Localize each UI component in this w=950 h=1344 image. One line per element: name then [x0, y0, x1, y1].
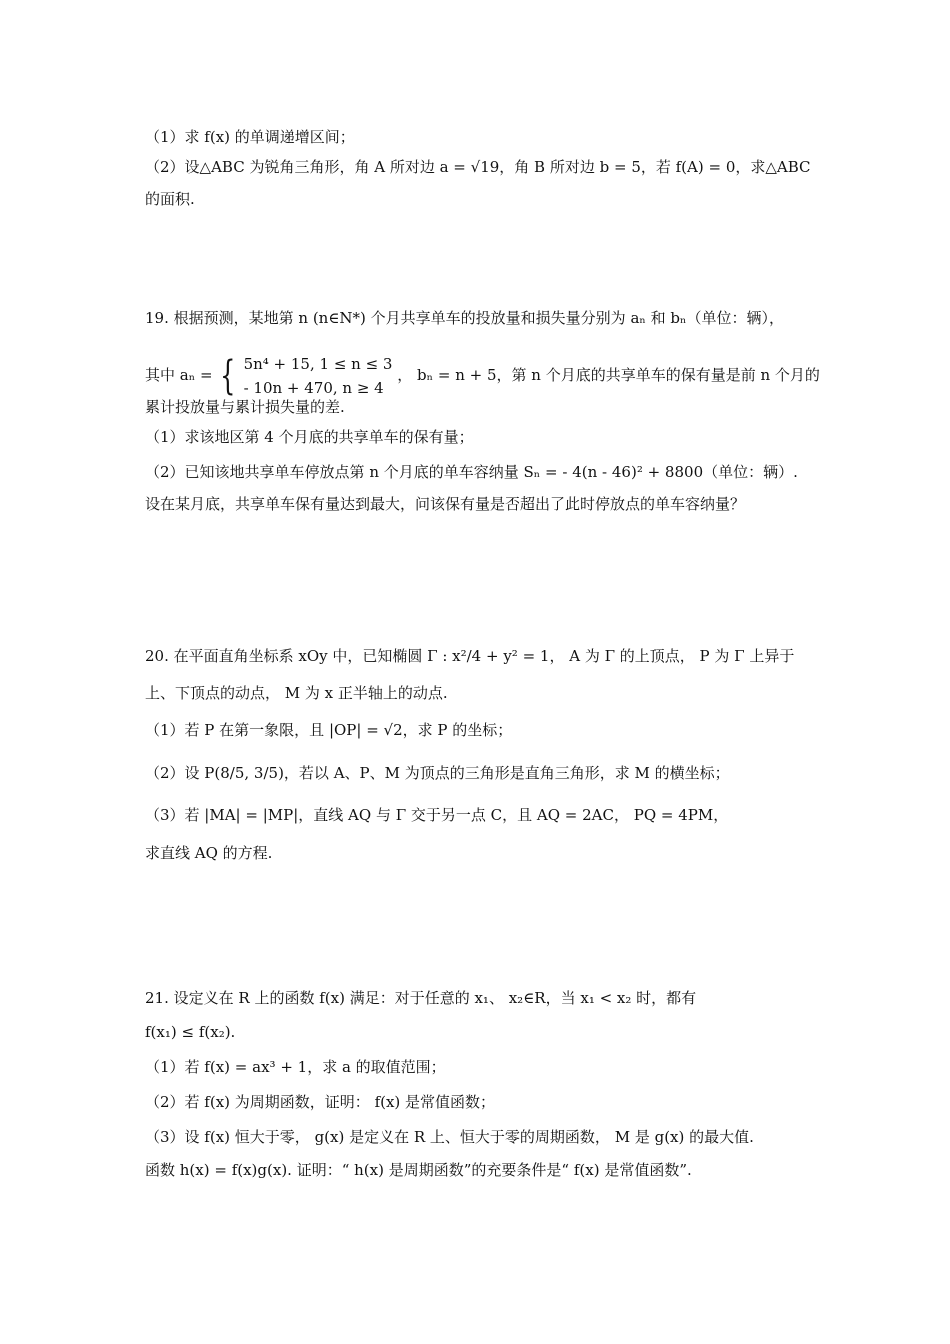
piecewise-case-2: - 10n + 470, n ≥ 4: [243, 379, 384, 397]
q19-line2-suffix: ， bₙ = n + 5，第 n 个月底的共享单车的保有量是前 n 个月的: [397, 366, 820, 384]
q19-part1: （1）求该地区第 4 个月底的共享单车的保有量；: [145, 428, 474, 446]
q20-line2: 上、下顶点的动点， M 为 x 正半轴上的动点.: [145, 684, 448, 702]
q21-part1: （1）若 f(x) = ax³ + 1，求 a 的取值范围；: [145, 1058, 446, 1076]
q20-line1: 20. 在平面直角坐标系 xOy 中，已知椭圆 Γ : x²/4 + y² = 1， A 为 Γ 的上顶点， P 为 Γ 上异于: [145, 647, 795, 665]
q18-part1: （1）求 f(x) 的单调递增区间；: [145, 128, 355, 146]
q20-part3-line1: （3）若 |MA| = |MP|，直线 AQ 与 Γ 交于另一点 C，且 AQ = 2AC， PQ = 4PM，: [145, 806, 729, 824]
q20-part1: （1）若 P 在第一象限，且 |OP| = √2，求 P 的坐标；: [145, 721, 513, 739]
piecewise-brace: {: [220, 353, 236, 399]
q21-part2: （2）若 f(x) 为周期函数，证明： f(x) 是常值函数；: [145, 1093, 496, 1111]
q19-line1: 19. 根据预测，某地第 n (n∈N*) 个月共享单车的投放量和损失量分别为 aₙ 和 bₙ（单位：辆），: [145, 309, 785, 327]
piecewise-cases: [244, 352, 393, 400]
q21-part3-line2: 函数 h(x) = f(x)g(x). 证明：“ h(x) 是周期函数”的充要条件是“ f(x) 是常值函数”.: [145, 1161, 692, 1179]
q19-line3: 累计投放量与累计损失量的差.: [145, 398, 345, 416]
q18-part2-line1: （2）设△ABC 为锐角三角形，角 A 所对边 a = √19，角 B 所对边 b = 5，若 f(A) = 0，求△ABC: [145, 158, 811, 176]
q21-part3-line1: （3）设 f(x) 恒大于零， g(x) 是定义在 R 上、恒大于零的周期函数， M 是 g(x) 的最大值.: [145, 1128, 754, 1146]
q20-part2: （2）设 P(8/5, 3/5)，若以 A、P、M 为顶点的三角形是直角三角形，求 M 的横坐标；: [145, 764, 730, 782]
q19-line2-prefix: 其中 aₙ =: [145, 366, 213, 384]
q20-part3-line2: 求直线 AQ 的方程.: [145, 844, 273, 862]
q19-line2: [145, 352, 825, 400]
q19-part2-line2: 设在某月底，共享单车保有量达到最大，问该保有量是否超出了此时停放点的单车容纳量？: [145, 495, 746, 513]
q21-line1: 21. 设定义在 R 上的函数 f(x) 满足：对于任意的 x₁、 x₂∈R，当 x₁ < x₂ 时，都有: [145, 989, 697, 1007]
piecewise-case-1: 5n⁴ + 15, 1 ≤ n ≤ 3: [243, 355, 393, 373]
q21-line2: f(x₁) ≤ f(x₂).: [145, 1023, 236, 1041]
q18-part2-line2: 的面积.: [145, 190, 195, 208]
q19-part2-line1: （2）已知该地共享单车停放点第 n 个月底的单车容纳量 Sₙ = - 4(n - 46)² + 8800（单位：辆）.: [145, 463, 798, 481]
